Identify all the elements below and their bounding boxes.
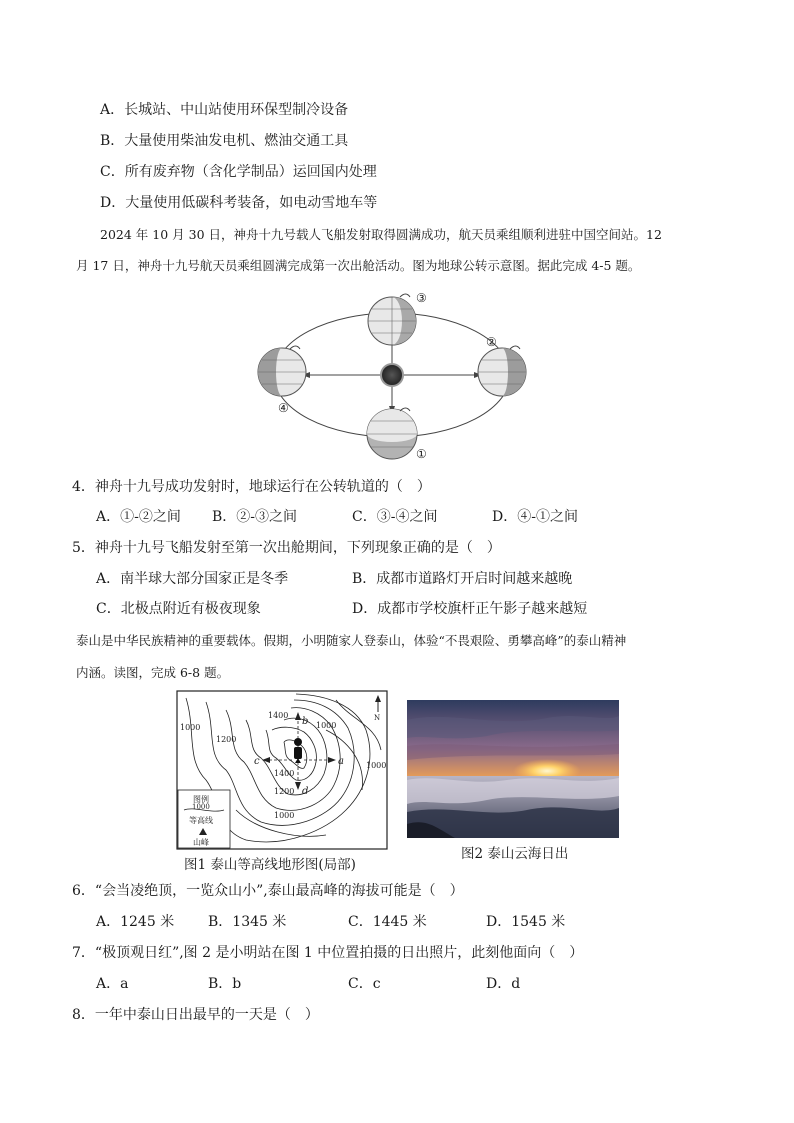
q5-option-a: A．南半球大部分国家正是冬季	[96, 571, 289, 587]
person-icon	[294, 738, 302, 759]
q5-option-d: D．成都市学校旗杆正午影子越来越短	[352, 601, 588, 617]
direction-b: b	[302, 716, 309, 727]
svg-text:1200: 1200	[274, 787, 295, 796]
orbit-label-4: ④	[278, 401, 289, 415]
option-c: C．所有废弃物（含化学制品）运回国内处理	[100, 164, 377, 180]
q6-stem: 6．“会当凌绝顶，一览众山小”,泰山最高峰的海拔可能是（ ）	[72, 883, 464, 899]
svg-text:等高线: 等高线	[189, 816, 213, 825]
q5-stem: 5．神舟十九号飞船发射至第一次出舱期间，下列现象正确的是（ ）	[72, 540, 501, 556]
passage2-line1: 泰山是中华民族精神的重要载体。假期，小明随家人登泰山，体验“不畏艰险、勇攀高峰”的泰山精神	[76, 633, 627, 648]
orbit-label-2: ②	[486, 335, 497, 349]
direction-d: d	[302, 786, 309, 797]
q7-option-c: C．c	[348, 976, 381, 992]
earth-orbit-diagram	[250, 288, 540, 464]
passage1-line2: 月 17 日，神舟十九号航天员乘组圆满完成第一次出舱活动。图为地球公转示意图。据此完成 4-5 题。	[76, 258, 641, 273]
direction-c: c	[254, 756, 260, 767]
q4-option-c: C．③-④之间	[352, 509, 438, 525]
map-legend	[178, 790, 230, 848]
svg-text:1400: 1400	[274, 769, 295, 778]
passage1-line1: 2024 年 10 月 30 日，神舟十九号载人飞船发射取得圆满成功，航天员乘组顺利进驻中国空间站。12	[100, 227, 662, 242]
svg-text:1400: 1400	[268, 711, 289, 720]
q4-stem: 4．神舟十九号成功发射时，地球运行在公转轨道的（ ）	[72, 479, 431, 495]
option-d: D．大量使用低碳科考装备，如电动雪地车等	[100, 195, 378, 211]
contour-map	[176, 690, 388, 850]
earth-position-left	[258, 348, 306, 396]
earth-position-right	[478, 348, 526, 396]
svg-text:1000: 1000	[316, 721, 337, 730]
svg-text:1000: 1000	[366, 761, 387, 770]
q6-option-a: A．1245 米	[96, 914, 175, 930]
q7-option-a: A．a	[96, 976, 129, 992]
q6-option-b: B．1345 米	[208, 914, 287, 930]
sunrise-photo	[407, 700, 619, 838]
svg-text:1000: 1000	[274, 811, 295, 820]
q7-option-b: B．b	[208, 976, 242, 992]
option-b: B．大量使用柴油发电机、燃油交通工具	[100, 133, 349, 149]
svg-text:1200: 1200	[216, 735, 237, 744]
sun-icon	[381, 364, 403, 386]
orbit-label-1: ①	[416, 447, 427, 461]
q7-option-d: D．d	[486, 976, 521, 992]
q5-option-c: C．北极点附近有极夜现象	[96, 601, 261, 617]
svg-text:1000: 1000	[180, 723, 201, 732]
q7-stem: 7．“极顶观日红”,图 2 是小明站在图 1 中位置拍摄的日出照片，此刻他面向（ ）	[72, 945, 584, 961]
passage2-line2: 内涵。读图，完成 6-8 题。	[76, 665, 230, 680]
earth-position-bottom	[367, 409, 417, 459]
orbit-label-3: ③	[416, 291, 427, 305]
q6-option-d: D．1545 米	[486, 914, 566, 930]
direction-a: a	[338, 756, 344, 767]
q5-option-b: B．成都市道路灯开启时间越来越晚	[352, 571, 573, 587]
earth-position-top	[368, 297, 416, 345]
option-a: A．长城站、中山站使用环保型制冷设备	[100, 102, 349, 118]
q4-option-d: D．④-①之间	[492, 509, 578, 525]
q4-option-b: B．②-③之间	[212, 509, 298, 525]
figure1-caption: 图1 泰山等高线地形图(局部)	[184, 857, 356, 873]
svg-text:山峰: 山峰	[193, 838, 209, 847]
figure2-caption: 图2 泰山云海日出	[461, 846, 569, 862]
svg-text:1000: 1000	[192, 803, 210, 811]
q6-option-c: C．1445 米	[348, 914, 427, 930]
q4-option-a: A．①-②之间	[96, 509, 181, 525]
svg-text:N: N	[374, 714, 381, 722]
svg-text:图例: 图例	[193, 795, 209, 804]
q8-stem: 8．一年中泰山日出最早的一天是（ ）	[72, 1007, 319, 1023]
